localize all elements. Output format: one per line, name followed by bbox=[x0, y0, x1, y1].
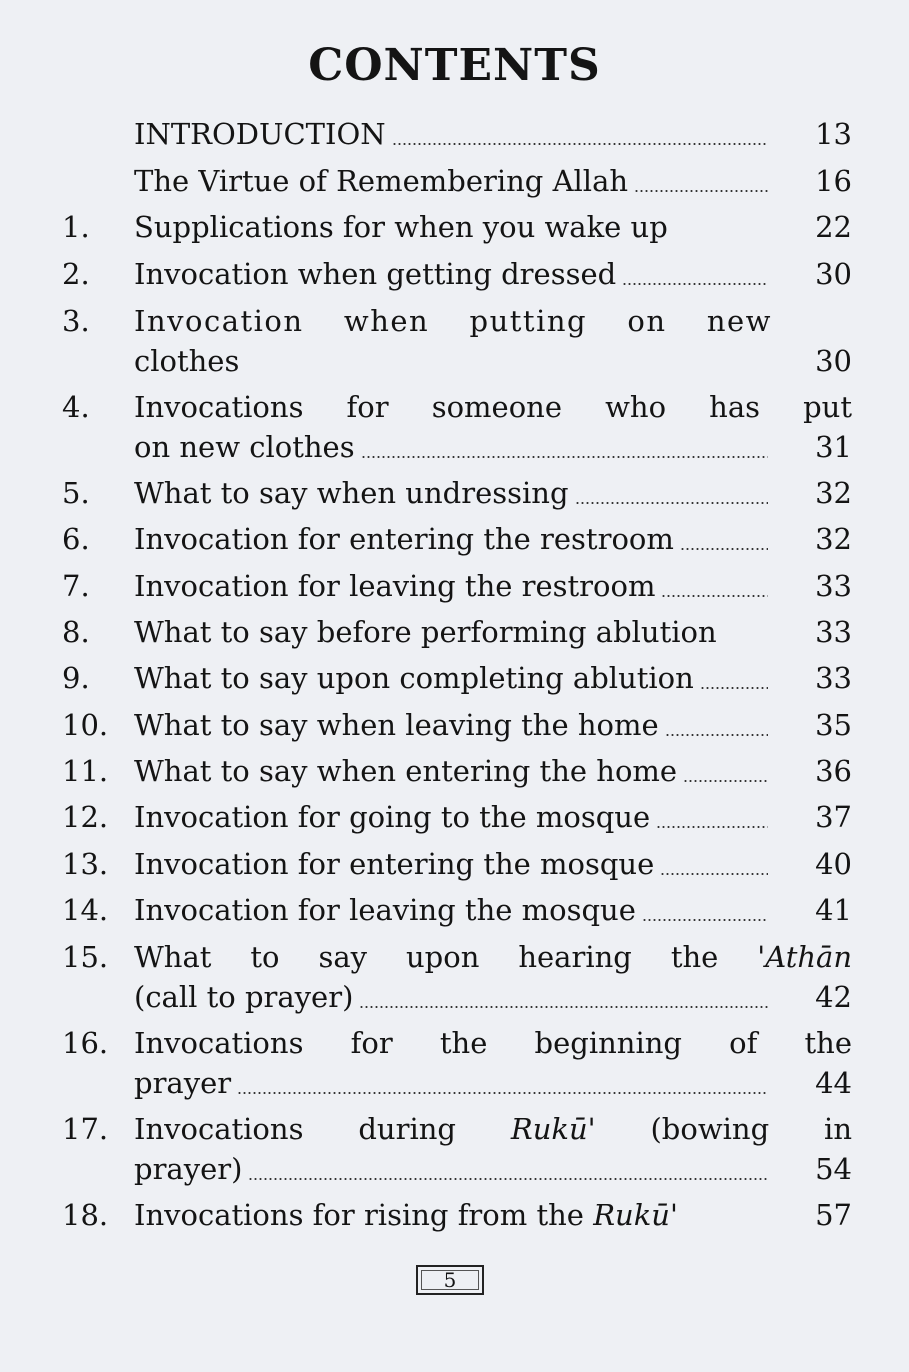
entry-page: 13 bbox=[815, 117, 852, 151]
entry-page: 33 bbox=[815, 615, 852, 649]
entry-number: 7. bbox=[62, 569, 90, 603]
dot-leader bbox=[392, 143, 768, 145]
dot-leader bbox=[700, 687, 768, 689]
dot-leader bbox=[680, 548, 768, 550]
entry-title-line1: What to say upon hearing the 'Athān bbox=[134, 940, 852, 974]
entry-number: 15. bbox=[62, 940, 109, 974]
dot-leader bbox=[661, 595, 768, 597]
dot-leader bbox=[361, 456, 768, 458]
entry-title: Invocation for leaving the restroom bbox=[134, 569, 656, 603]
page-title: CONTENTS bbox=[308, 40, 601, 91]
page-number: 5 bbox=[416, 1265, 484, 1295]
entry-page: 16 bbox=[815, 164, 852, 198]
entry-page: 32 bbox=[815, 522, 852, 556]
dot-leader bbox=[660, 873, 768, 875]
entry-page: 36 bbox=[815, 754, 852, 788]
entry-number: 11. bbox=[62, 754, 109, 788]
entry-title-line2: prayer bbox=[134, 1066, 232, 1100]
entry-title: Invocations for rising from the Rukū' bbox=[134, 1198, 678, 1232]
dot-leader bbox=[359, 1006, 768, 1008]
entry-title: What to say when entering the home bbox=[134, 754, 678, 788]
entry-title-line1: Invocations for the beginning of the bbox=[134, 1026, 852, 1060]
dot-leader bbox=[622, 283, 768, 285]
entry-title: What to say upon completing ablution bbox=[134, 661, 694, 695]
entry-title: Invocation for entering the restroom bbox=[134, 522, 674, 556]
entry-number: 18. bbox=[62, 1198, 109, 1232]
entry-title: The Virtue of Remembering Allah bbox=[134, 164, 629, 198]
toc-entry bbox=[62, 1110, 852, 1196]
entry-page: 32 bbox=[815, 476, 852, 510]
dot-leader bbox=[575, 502, 768, 504]
entry-page: 33 bbox=[815, 569, 852, 603]
dot-leader bbox=[248, 1178, 768, 1180]
entry-page: 42 bbox=[815, 980, 852, 1014]
toc-entry bbox=[62, 302, 852, 388]
dot-leader bbox=[665, 734, 768, 736]
entry-title-line2: on new clothes bbox=[134, 430, 355, 464]
entry-number: 1. bbox=[62, 210, 90, 244]
entry-page: 22 bbox=[815, 210, 852, 244]
entry-title-line2: prayer) bbox=[134, 1152, 243, 1186]
entry-number: 14. bbox=[62, 893, 109, 927]
entry-title-line1: Invocations during Rukū' (bowing in bbox=[134, 1112, 852, 1146]
entry-title: What to say when leaving the home bbox=[134, 708, 659, 742]
entry-title-line2: (call to prayer) bbox=[134, 980, 354, 1014]
entry-title: INTRODUCTION bbox=[134, 117, 386, 151]
entry-number: 5. bbox=[62, 476, 90, 510]
entry-title: What to say before performing ablution bbox=[134, 615, 717, 649]
dot-leader bbox=[656, 826, 768, 828]
entry-page: 57 bbox=[815, 1198, 852, 1232]
entry-page: 41 bbox=[815, 893, 852, 927]
entry-page: 30 bbox=[815, 257, 852, 291]
entry-number: 3. bbox=[62, 304, 90, 338]
entry-page: 37 bbox=[815, 800, 852, 834]
entry-page: 30 bbox=[815, 344, 852, 378]
entry-title: Invocation for leaving the mosque bbox=[134, 893, 636, 927]
entry-page: 40 bbox=[815, 847, 852, 881]
entry-number: 16. bbox=[62, 1026, 109, 1060]
entry-number: 10. bbox=[62, 708, 109, 742]
entry-number: 9. bbox=[62, 661, 90, 695]
entry-title: What to say when undressing bbox=[134, 476, 569, 510]
dot-leader bbox=[642, 919, 768, 921]
entry-number: 17. bbox=[62, 1112, 109, 1146]
entry-title-line2: clothes bbox=[134, 344, 240, 378]
dot-leader bbox=[634, 190, 768, 192]
entry-title: Invocation when getting dressed bbox=[134, 257, 617, 291]
entry-title-line1: Invocations for someone who has put bbox=[134, 390, 852, 424]
entry-page: 35 bbox=[815, 708, 852, 742]
entry-number: 4. bbox=[62, 390, 90, 424]
entry-title: Invocation for entering the mosque bbox=[134, 847, 655, 881]
toc-entry bbox=[62, 1024, 852, 1110]
entry-page: 31 bbox=[815, 430, 852, 464]
toc-entry bbox=[62, 938, 852, 1024]
entry-number: 13. bbox=[62, 847, 109, 881]
dot-leader bbox=[237, 1092, 768, 1094]
entry-number: 8. bbox=[62, 615, 90, 649]
entry-page: 54 bbox=[815, 1152, 852, 1186]
entry-number: 6. bbox=[62, 522, 90, 556]
entry-number: 12. bbox=[62, 800, 109, 834]
entry-title-line1: Invocation when putting on new bbox=[134, 304, 772, 338]
dot-leader bbox=[683, 780, 768, 782]
entry-title: Supplications for when you wake up bbox=[134, 210, 668, 244]
toc-entry bbox=[62, 388, 852, 474]
entry-number: 2. bbox=[62, 257, 90, 291]
entry-title: Invocation for going to the mosque bbox=[134, 800, 651, 834]
entry-page: 44 bbox=[815, 1066, 852, 1100]
entry-page: 33 bbox=[815, 661, 852, 695]
